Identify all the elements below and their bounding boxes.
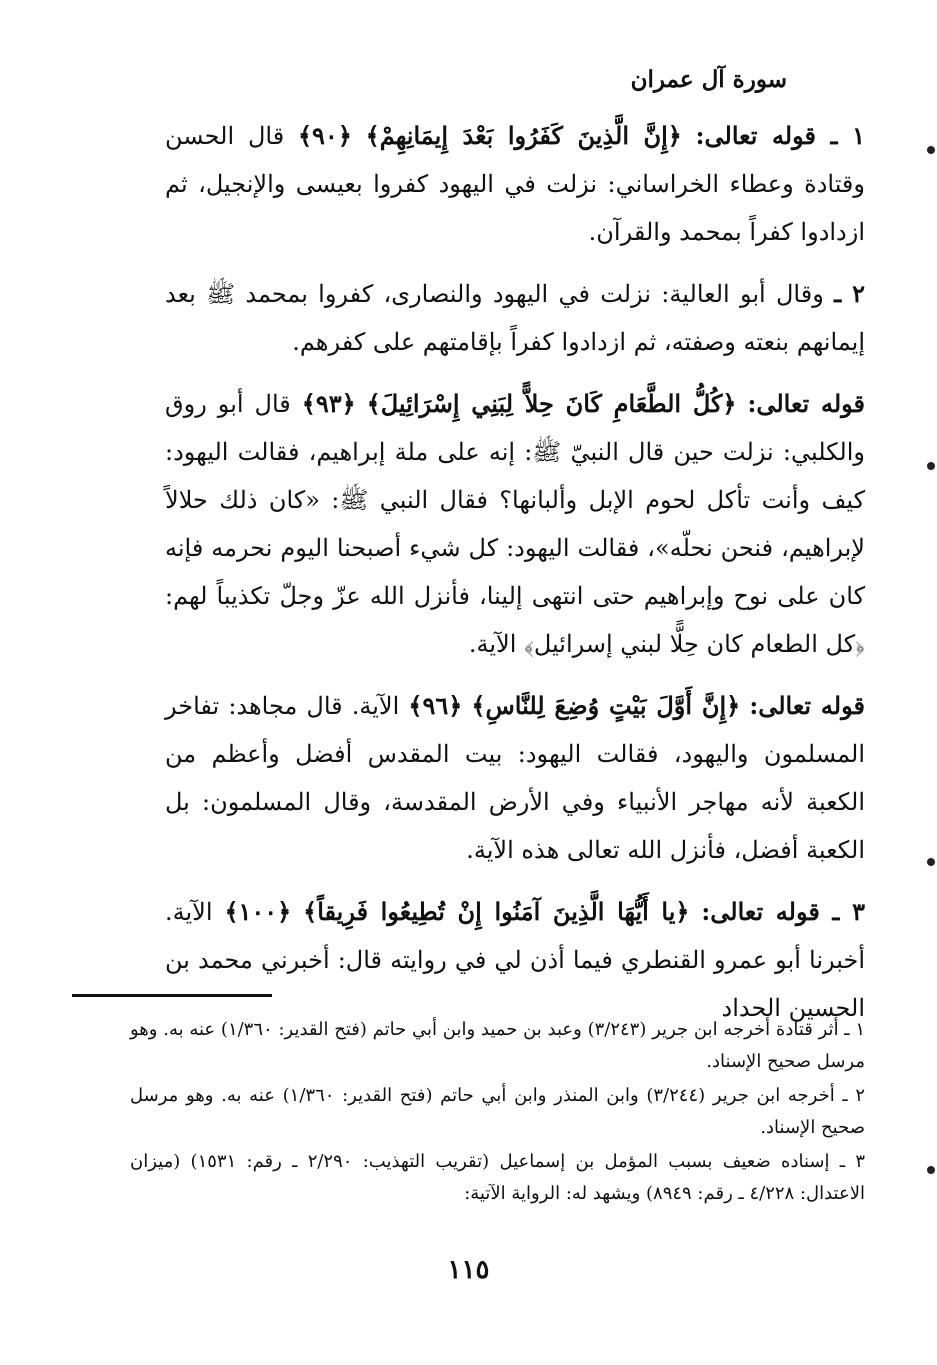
paragraph-lead: ١ ـ قوله تعالى:: [695, 121, 865, 150]
paragraph-abu-aliya: [165, 270, 865, 366]
paragraph-body: وقال أبو العالية: نزلت في اليهود والنصارى، كفروا بمحمد ﷺ بعد إيمانهم بنعته وصفته، ثم ازدادوا كفراً بإقامتهم على كفرهم.: [165, 280, 865, 356]
paragraph-verse-96: [165, 682, 865, 874]
footnote-2: ٢ ـ أخرجه ابن جرير (٣/٢٤٤) وابن المنذر وابن أبي حاتم (فتح القدير: ١/٣٦٠) عنه به. وهو مرسل صحيح الإسناد.: [130, 1085, 865, 1138]
main-text: [165, 112, 865, 1046]
running-header: سورة آل عمران: [630, 66, 787, 93]
margin-dot: [927, 462, 935, 470]
footnote-3: ٣ ـ إسناده ضعيف بسبب المؤمل بن إسماعيل (تقريب التهذيب: ٢/٢٩٠ ـ رقم: ١٥٣١) (ميزان الاعتدال: ٤/٢٢٨ ـ رقم: ٨٩٤٩) ويشهد له: الرواية الآتية:: [130, 1151, 865, 1204]
ayah-number: ﴿١٠٠﴾: [224, 897, 292, 926]
ayah-number: ﴿٩٠﴾: [297, 121, 352, 150]
footnote-1: ١ ـ أثر قتادة أخرجه ابن جرير (٣/٢٤٣) وعبد بن حميد وابن أبي حاتم (فتح القدير: ١/٣٦٠) عنه به. وهو مرسل صحيح الإسناد.: [130, 1019, 865, 1072]
ayah-number: ﴿٩٣﴾: [301, 389, 356, 418]
quran-verse: ﴿كُلُّ الطَّعَامِ كَانَ حِلاًّ لِبَنِي إِسْرَائِيلَ﴾: [366, 389, 737, 418]
quran-verse: ﴿إِنَّ الَّذِينَ كَفَرُوا بَعْدَ إِيمَانِهِمْ﴾: [365, 121, 682, 150]
paragraph-verse-93: [165, 380, 865, 668]
paragraph-lead: قوله تعالى:: [749, 691, 865, 720]
paragraph-verse-100: [165, 888, 865, 1032]
paragraph-body: قال أبو روق والكلبي: نزلت حين قال النبيّ ﷺ: إنه على ملة إبراهيم، فقالت اليهود: كيف وأنت تأكل لحوم الإبل وألبانها؟ فقال النبي ﷺ: «كان ذلك حلالاً لإبراهيم، فنحن نحلّه»، فقالت اليهود: كل شيء أصبحنا اليوم نحرمه فإنه كان على نوح وإبراهيم حتى انتهى إلينا، فأنزل الله عزّ وجلّ تكذيباً لهم: ﴿كل الطعام كان حِلًّا لبني إسرائيل﴾ الآية.: [165, 390, 865, 658]
paragraph-lead: ٣ ـ قوله تعالى:: [701, 897, 865, 926]
footnotes: [130, 1014, 865, 1212]
footnote-separator: [72, 994, 272, 997]
paragraph-verse-90: [165, 112, 865, 256]
paragraph-body: الآية. قال مجاهد: تفاخر المسلمون واليهود، فقالت اليهود: بيت المقدس أفضل وأعظم من الكعبة لأنه مهاجر الأنبياء وفي الأرض المقدسة، وقال المسلمون: بل الكعبة أفضل، فأنزل الله تعالى هذه الآية.: [165, 692, 865, 864]
margin-dot: [927, 858, 935, 866]
paragraph-body: الآية. أخبرنا أبو عمرو القنطري فيما أذن لي في روايته قال: أخبرني محمد بن الحسين الحداد: [165, 898, 865, 1022]
paragraph-lead: قوله تعالى:: [747, 389, 865, 418]
quran-verse: ﴿يا أَيُّهَا الَّذِينَ آمَنُوا إِنْ تُطِيعُوا فَرِيقاً﴾: [303, 897, 690, 926]
quran-verse: ﴿إِنَّ أَوَّلَ بَيْتٍ وُضِعَ لِلنَّاسِ﴾: [471, 691, 741, 720]
ayah-number: ﴿٩٦﴾: [408, 691, 463, 720]
page-number: ١١٥: [447, 1255, 490, 1285]
paragraph-lead: ٢ ـ: [834, 279, 865, 308]
margin-dot: [927, 1166, 935, 1174]
paragraph-body: قال الحسن وقتادة وعطاء الخراساني: نزلت في اليهود كفروا بعيسى والإنجيل، ثم ازدادوا كفراً بمحمد والقرآن.: [165, 122, 865, 246]
margin-dot: [927, 146, 935, 154]
